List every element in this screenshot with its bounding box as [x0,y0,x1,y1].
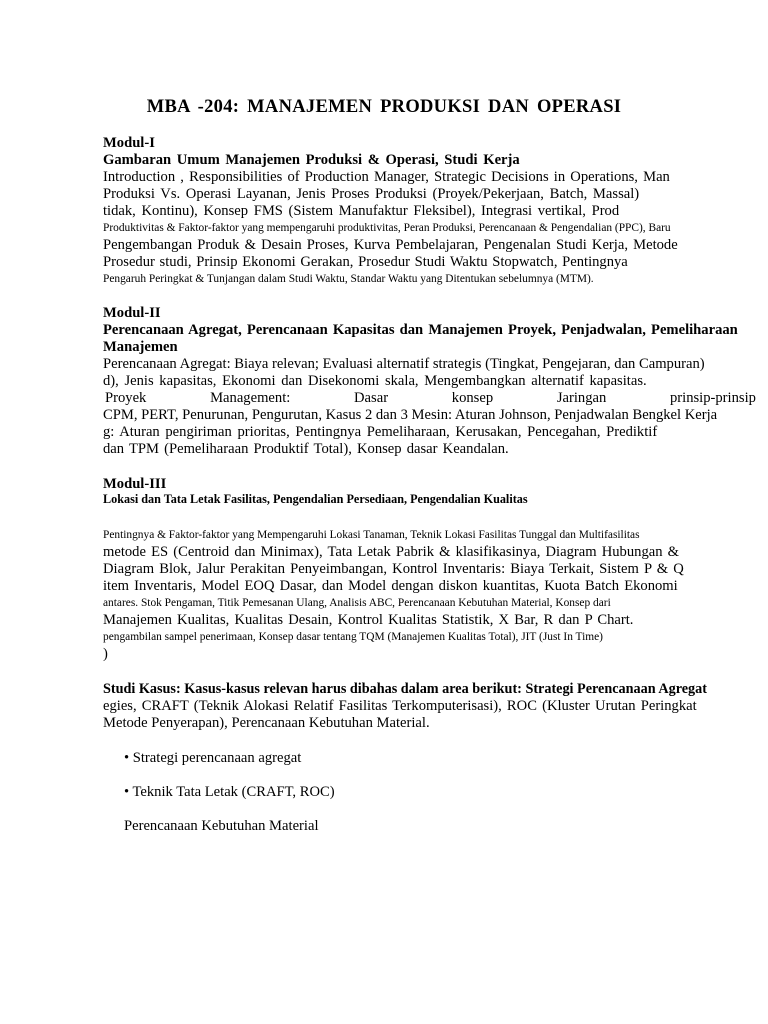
studi-kasus-bullet: • Teknik Tata Letak (CRAFT, ROC) [124,784,335,800]
modul-3-subheading: Lokasi dan Tata Letak Fasilitas, Pengendalian Persediaan, Pengendalian Kualitas [103,492,528,506]
modul-3-line: Diagram Blok, Jalur Perakitan Penyeimbangan, Kontrol Inventaris: Biaya Terkait, Sistem P & Q [103,561,684,577]
modul-1-heading: Modul-I [103,135,155,151]
modul-1-line: Pengaruh Peringkat & Tunjangan dalam Studi Waktu, Standar Waktu yang Ditentukan sebelumnya (MTM). [103,273,594,285]
modul-1-line: Produktivitas & Faktor-faktor yang mempengaruhi produktivitas, Peran Produksi, Perencanaan & Pengendalian (PPC), Baru [103,222,671,234]
modul-3-line: pengambilan sampel penerimaan, Konsep dasar tentang TQM (Manajemen Kualitas Total), JIT (Just In Time) [103,631,603,643]
modul-3-line: metode ES (Centroid dan Minimax), Tata Letak Pabrik & klasifikasinya, Diagram Hubungan & [103,544,680,560]
modul-1-line: Produksi Vs. Operasi Layanan, Jenis Proses Produksi (Proyek/Pekerjaan, Batch, Massal) [103,186,640,202]
modul-1-line: Pengembangan Produk & Desain Proses, Kurva Pembelajaran, Pengenalan Studi Kerja, Metode [103,237,678,253]
modul-3-line: item Inventaris, Model EOQ Dasar, dan Model dengan diskon kuantitas, Kuota Batch Ekonomi [103,578,678,594]
modul-2-line: g: Aturan pengiriman prioritas, Pentingnya Pemeliharaan, Kerusakan, Pencegahan, Prediktif [103,424,658,440]
modul-1-line: tidak, Kontinu), Konsep FMS (Sistem Manufaktur Fleksibel), Integrasi vertikal, Prod [103,203,620,219]
modul-2-line: Perencanaan Agregat: Biaya relevan; Evaluasi alternatif strategis (Tingkat, Pengejaran, dan Campuran) [103,356,705,372]
modul-2-word: Dasar [354,390,389,406]
modul-2-subheading: Manajemen [103,339,178,355]
modul-2-line: dan TPM (Pemeliharaan Produktif Total), Konsep dasar Keandalan. [103,441,509,457]
modul-1-line: Prosedur studi, Prinsip Ekonomi Gerakan, Prosedur Studi Waktu Stopwatch, Pentingnya [103,254,628,270]
studi-kasus-bullet: • Strategi perencanaan agregat [124,750,302,766]
modul-2-word: konsep [451,390,494,406]
studi-kasus-bullet: Perencanaan Kebutuhan Material [124,818,319,834]
modul-3-line: antares. Stok Pengaman, Titik Pemesanan Ulang, Analisis ABC, Perencanaan Kebutuhan Material, Konsep dari [103,597,611,609]
modul-2-line: CPM, PERT, Penurunan, Pengurutan, Kasus 2 dan 3 Mesin: Aturan Johnson, Penjadwalan Bengkel Kerja [103,407,718,423]
modul-2-line: d), Jenis kapasitas, Ekonomi dan Disekonomi skala, Mengembangkan alternatif kapasitas. [103,373,647,389]
modul-2-word: Jaringan [556,390,607,406]
studi-kasus-heading: Studi Kasus: Kasus-kasus relevan harus dibahas dalam area berikut: Strategi Perencanaan Agregat [103,681,707,697]
modul-2-heading: Modul-II [103,305,161,321]
modul-2-justified-line [105,390,756,407]
studi-kasus-line: egies, CRAFT (Teknik Alokasi Relatif Fasilitas Terkomputerisasi), ROC (Kluster Urutan Peringkat [103,698,697,714]
modul-2-word: Management: [210,390,291,406]
modul-1-subheading: Gambaran Umum Manajemen Produksi & Operasi, Studi Kerja [103,152,520,168]
document-title: MBA -204: MANAJEMEN PRODUKSI DAN OPERASI [146,97,622,117]
modul-1-line: Introduction , Responsibilities of Production Manager, Strategic Decisions in Operations, Man [103,169,670,185]
modul-3-line: Manajemen Kualitas, Kualitas Desain, Kontrol Kualitas Statistik, X Bar, R dan P Chart. [103,612,634,628]
modul-2-word: Proyek [105,390,147,406]
modul-3-line: Pentingnya & Faktor-faktor yang Mempengaruhi Lokasi Tanaman, Teknik Lokasi Fasilitas Tunggal dan Multifasilitas [103,529,640,541]
modul-2-word: prinsip-prinsip [669,390,756,406]
studi-kasus-line: Metode Penyerapan), Perencanaan Kebutuhan Material. [103,715,430,731]
modul-3-line: ) [103,646,108,662]
modul-2-subheading: Perencanaan Agregat, Perencanaan Kapasitas dan Manajemen Proyek, Penjadwalan, Pemeliharaan [103,322,738,338]
modul-3-heading: Modul-III [103,476,167,492]
